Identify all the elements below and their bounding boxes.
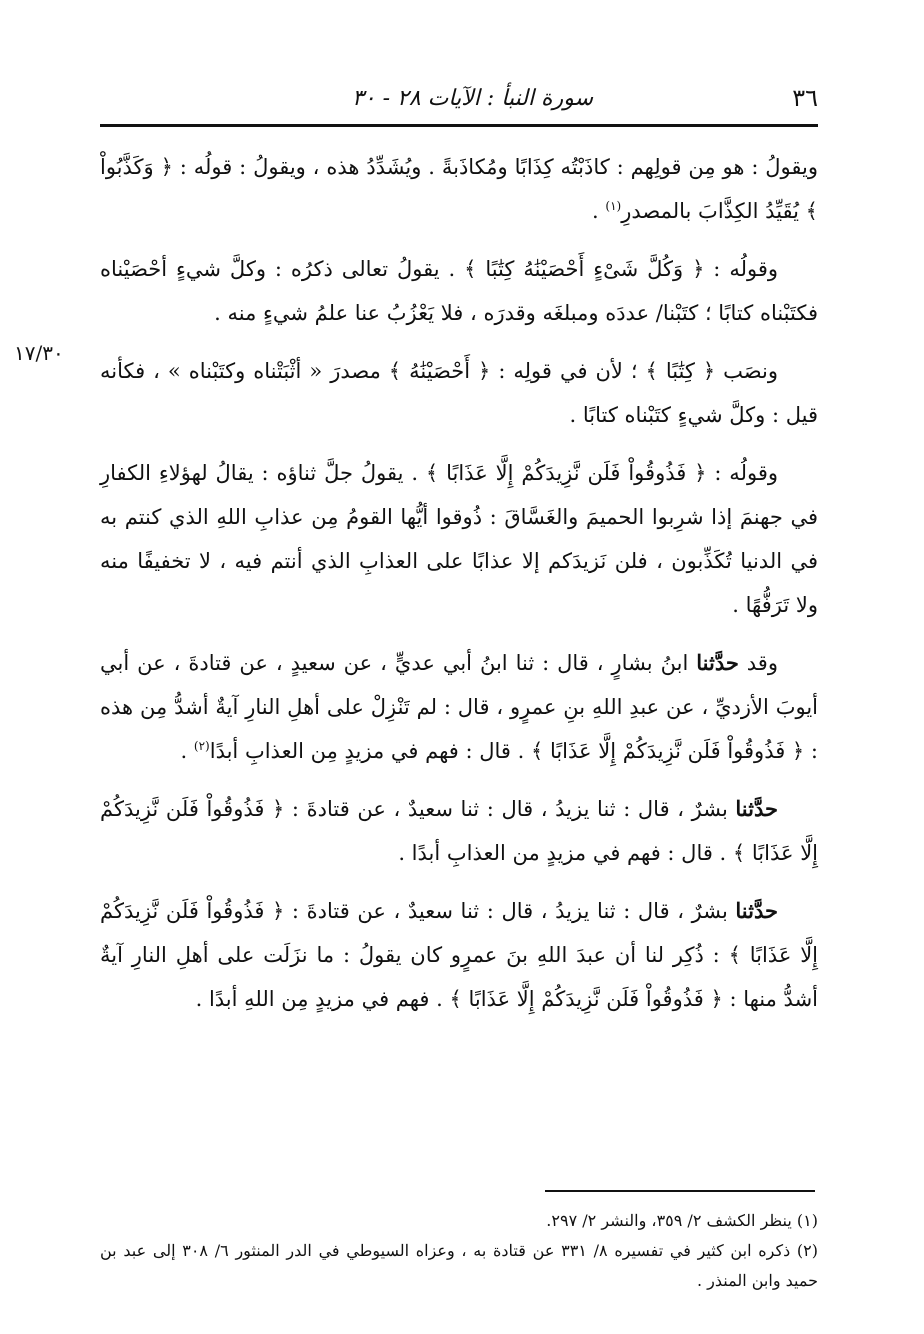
footnote-2: (٢) ذكره ابن كثير في تفسيره ٨/ ٣٣١ عن قتادة به ، وعزاه السيوطي في الدر المنثور ٦/ ٣٠٨ إلى عبد بن حميد وابن المنذر . — [100, 1241, 818, 1290]
paragraph-2: وقولُه : ﴿ وَكُلَّ شَىْءٍ أَحْصَيْنَٰهُ كِتَٰبًا ﴾ . يقولُ تعالى ذكرُه : وكلَّ شيءٍ أحْصَيْناه فكتَبْناه كتابًا ؛ كتَبْنا/ عددَه ومبلغَه وقدرَه ، فلا يَعْزُبُ عنا علمُ شيءٍ منه . — [100, 257, 818, 325]
main-text — [100, 145, 818, 1035]
footnote-1: (١) ينظر الكشف ٢/ ٣٥٩، والنشر ٢/ ٢٩٧. — [546, 1211, 818, 1230]
page-header — [100, 78, 818, 118]
footnotes — [100, 1206, 818, 1296]
footnote-rule — [545, 1190, 815, 1192]
footnote-ref-1[interactable]: (١) — [605, 199, 622, 213]
footnote-ref-2[interactable]: (٢) — [193, 739, 210, 753]
page-number: ٣٦ — [792, 84, 818, 112]
paragraph-7: حدَّثنا بشرٌ ، قال : ثنا يزيدُ ، قال : ثنا سعيدٌ ، عن قتادةَ : ﴿ فَذُوقُواْ فَلَن نَّزِيدَكُمْ إِلَّا عَذَابًا ﴾ : ذُكِر لنا أن عبدَ اللهِ بنَ عمرٍو كان يقولُ : ما نزَلَت على أهلِ النارِ آيةٌ أشدُّ منها : ﴿ فَذُوقُواْ فَلَن نَّزِيدَكُمْ إِلَّا عَذَابًا ﴾ . فهم في مزيدٍ مِن اللهِ أبدًا . — [100, 898, 818, 1011]
paragraph-5: وقد حدَّثنا ابنُ بشارٍ ، قال : ثنا ابنُ أبي عديٍّ ، عن سعيدٍ ، عن قتادةَ ، عن أبي أيوبَ الأزديِّ ، عن عبدِ اللهِ بنِ عمرٍو ، قال : لم تَنْزِلْ على أهلِ النارِ آيةٌ أشدُّ مِن هذه : ﴿ فَذُوقُواْ فَلَن نَّزِيدَكُمْ إِلَّا عَذَابًا ﴾ . قال : فهم في مزيدٍ مِن العذابِ أبدًا$^{(٢)}$ . — [100, 650, 818, 763]
paragraph-6: حدَّثنا بشرٌ ، قال : ثنا يزيدُ ، قال : ثنا سعيدٌ ، عن قتادةَ : ﴿ فَذُوقُواْ فَلَن نَّزِيدَكُمْ إِلَّا عَذَابًا ﴾ . قال : فهم في مزيدٍ من العذابِ أبدًا . — [100, 796, 818, 865]
header-rule — [100, 124, 818, 127]
margin-reference: ١٧/٣٠ — [14, 341, 64, 365]
paragraph-3: ونصَب ﴿ كِتَٰبًا ﴾ ؛ لأن في قولِه : ﴿ أَحْصَيْنَٰهُ ﴾ مصدرَ « أثْبَتْناه وكتَبْناه » ، فكأنه قيل : وكلَّ شيءٍ كتَبْناه كتابًا . — [100, 359, 818, 427]
paragraph-1: ويقولُ : هو مِن قولِهم : كاذَبْتُه كِذَابًا ومُكاذَبةً . ويُشَدِّدُ هذه ، ويقولُ : قولُه : ﴿ وَكَذَّبُواْ ﴾ يُقَيِّدُ الكِذَّابَ بالمصدرِ$^{(١)}$ . — [100, 155, 818, 223]
running-title: سورة النبأ : الآيات ٢٨ - ٣٠ — [351, 85, 593, 111]
paragraph-4: وقولُه : ﴿ فَذُوقُواْ فَلَن نَّزِيدَكُمْ إِلَّا عَذَابًا ﴾ . يقولُ جلَّ ثناؤه : يقالُ لهؤلاءِ الكفارِ في جهنمَ إذا شرِبوا الحميمَ والغَسَّاقَ : ذُوقوا أيُّها القومُ مِن عذابِ اللهِ الذي كنتم به في الدنيا تُكَذِّبون ، فلن نَزيدَكم إلا عذابًا على العذابِ الذي أنتم فيه ، لا تخفيفًا منه ولا تَرَفُّهًا . — [100, 461, 818, 617]
